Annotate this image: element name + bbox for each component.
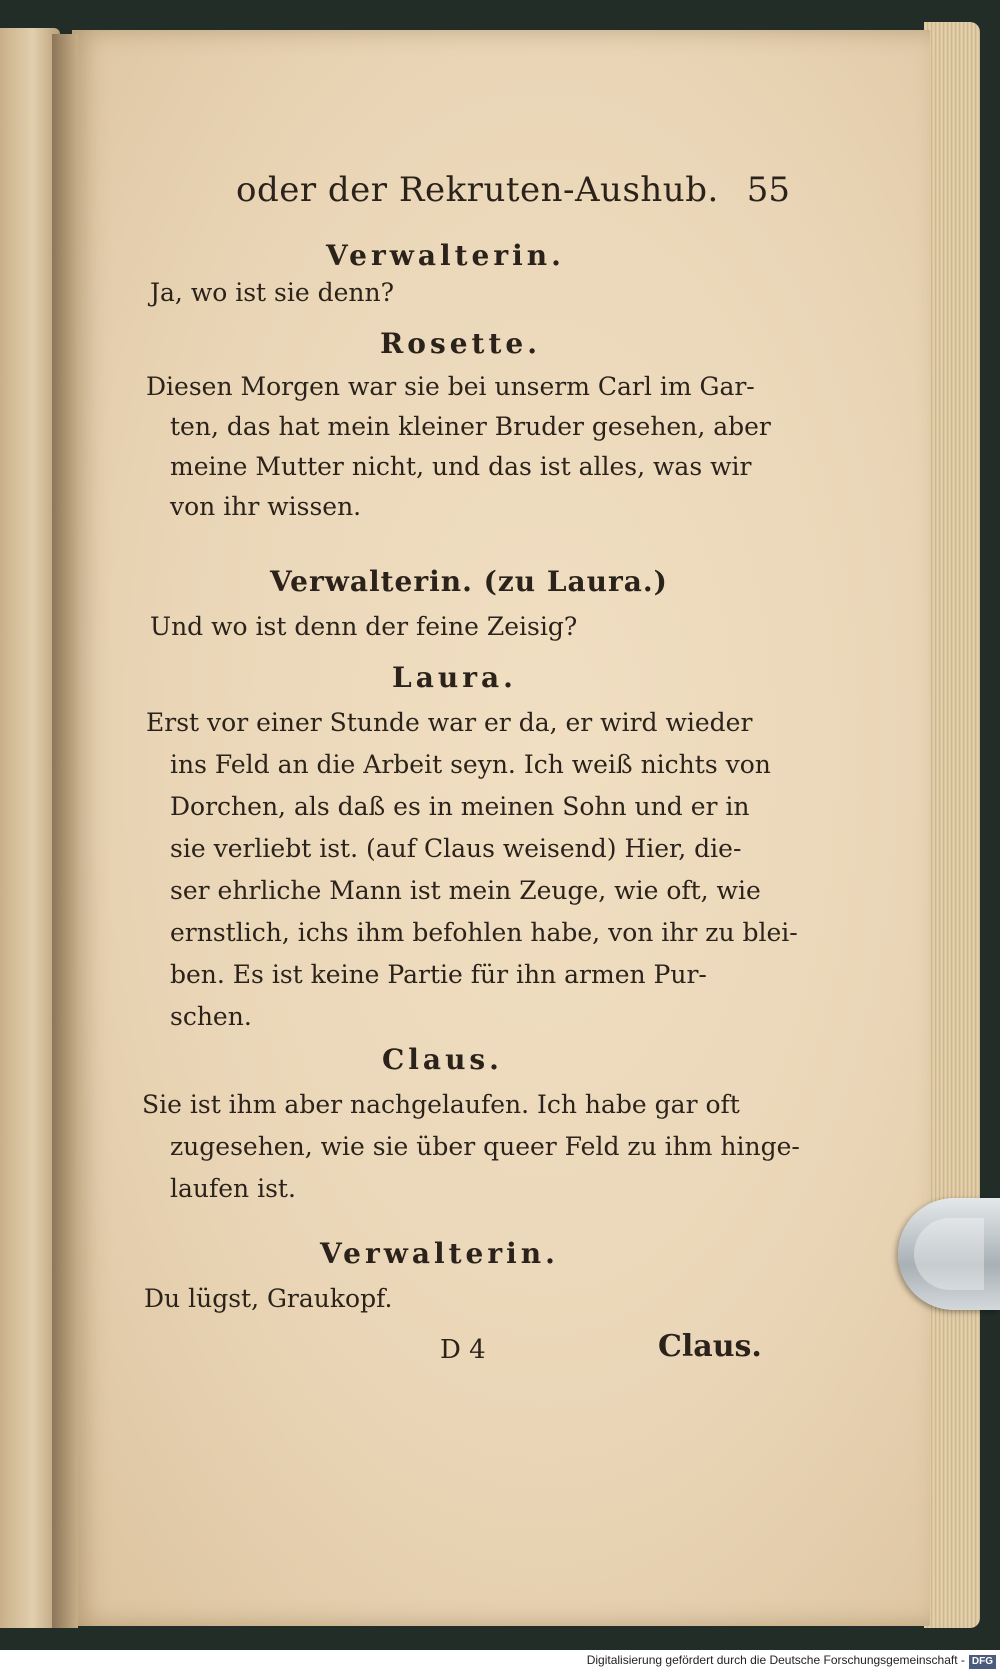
footer-credit	[0, 1650, 1000, 1670]
dialogue-line: sie verliebt ist. (auf Claus weisend) Hier, die-	[170, 834, 742, 863]
dialogue-line: ernstlich, ichs ihm befohlen habe, von ihr zu blei-	[170, 918, 798, 947]
dialogue-line: laufen ist.	[170, 1174, 296, 1203]
page-stack	[924, 22, 980, 1628]
speaker-heading: Claus.	[382, 1043, 503, 1076]
dialogue-line: Diesen Morgen war sie bei unserm Carl im Gar-	[146, 372, 755, 401]
dialogue-line: Erst vor einer Stunde war er da, er wird wieder	[146, 708, 753, 737]
dialogue-line: Und wo ist denn der feine Zeisig?	[150, 612, 578, 641]
speaker-heading: Verwalterin.	[320, 1237, 559, 1270]
running-title: oder der Rekruten-Aushub.	[236, 170, 719, 210]
dialogue-line: Sie ist ihm aber nachgelaufen. Ich habe gar oft	[142, 1090, 740, 1119]
speaker-heading: Laura.	[392, 661, 517, 694]
dialogue-line: Du lügst, Graukopf.	[144, 1284, 393, 1313]
page-number: 55	[746, 170, 790, 210]
left-page-edge	[0, 28, 60, 1628]
dialogue-line: meine Mutter nicht, und das ist alles, was wir	[170, 452, 752, 481]
speaker-heading: Verwalterin.	[326, 239, 565, 272]
speaker-heading: Verwalterin. (zu Laura.)	[270, 565, 668, 598]
dialogue-line: Dorchen, als daß es in meinen Sohn und er in	[170, 792, 750, 821]
dialogue-line: von ihr wissen.	[170, 492, 362, 521]
dialogue-line: ser ehrliche Mann ist mein Zeuge, wie oft, wie	[170, 876, 761, 905]
dialogue-line: Ja, wo ist sie denn?	[150, 278, 395, 307]
footer-text: Digitalisierung gefördert durch die Deutsche Forschungsgemeinschaft -	[586, 1653, 965, 1667]
signature-mark: D 4	[440, 1335, 486, 1365]
dialogue-line: schen.	[170, 1002, 252, 1031]
dfg-logo: DFG	[969, 1655, 996, 1669]
page-clip	[898, 1198, 1000, 1310]
dialogue-line: ins Feld an die Arbeit seyn. Ich weiß nichts von	[170, 750, 771, 779]
dialogue-line: zugesehen, wie sie über queer Feld zu ihm hinge-	[170, 1132, 800, 1161]
dialogue-line: ben. Es ist keine Partie für ihn armen Pur-	[170, 960, 707, 989]
catchword: Claus.	[658, 1329, 762, 1364]
dialogue-line: ten, das hat mein kleiner Bruder gesehen, aber	[170, 412, 771, 441]
book-gutter	[52, 34, 78, 1628]
speaker-heading: Rosette.	[380, 327, 541, 360]
